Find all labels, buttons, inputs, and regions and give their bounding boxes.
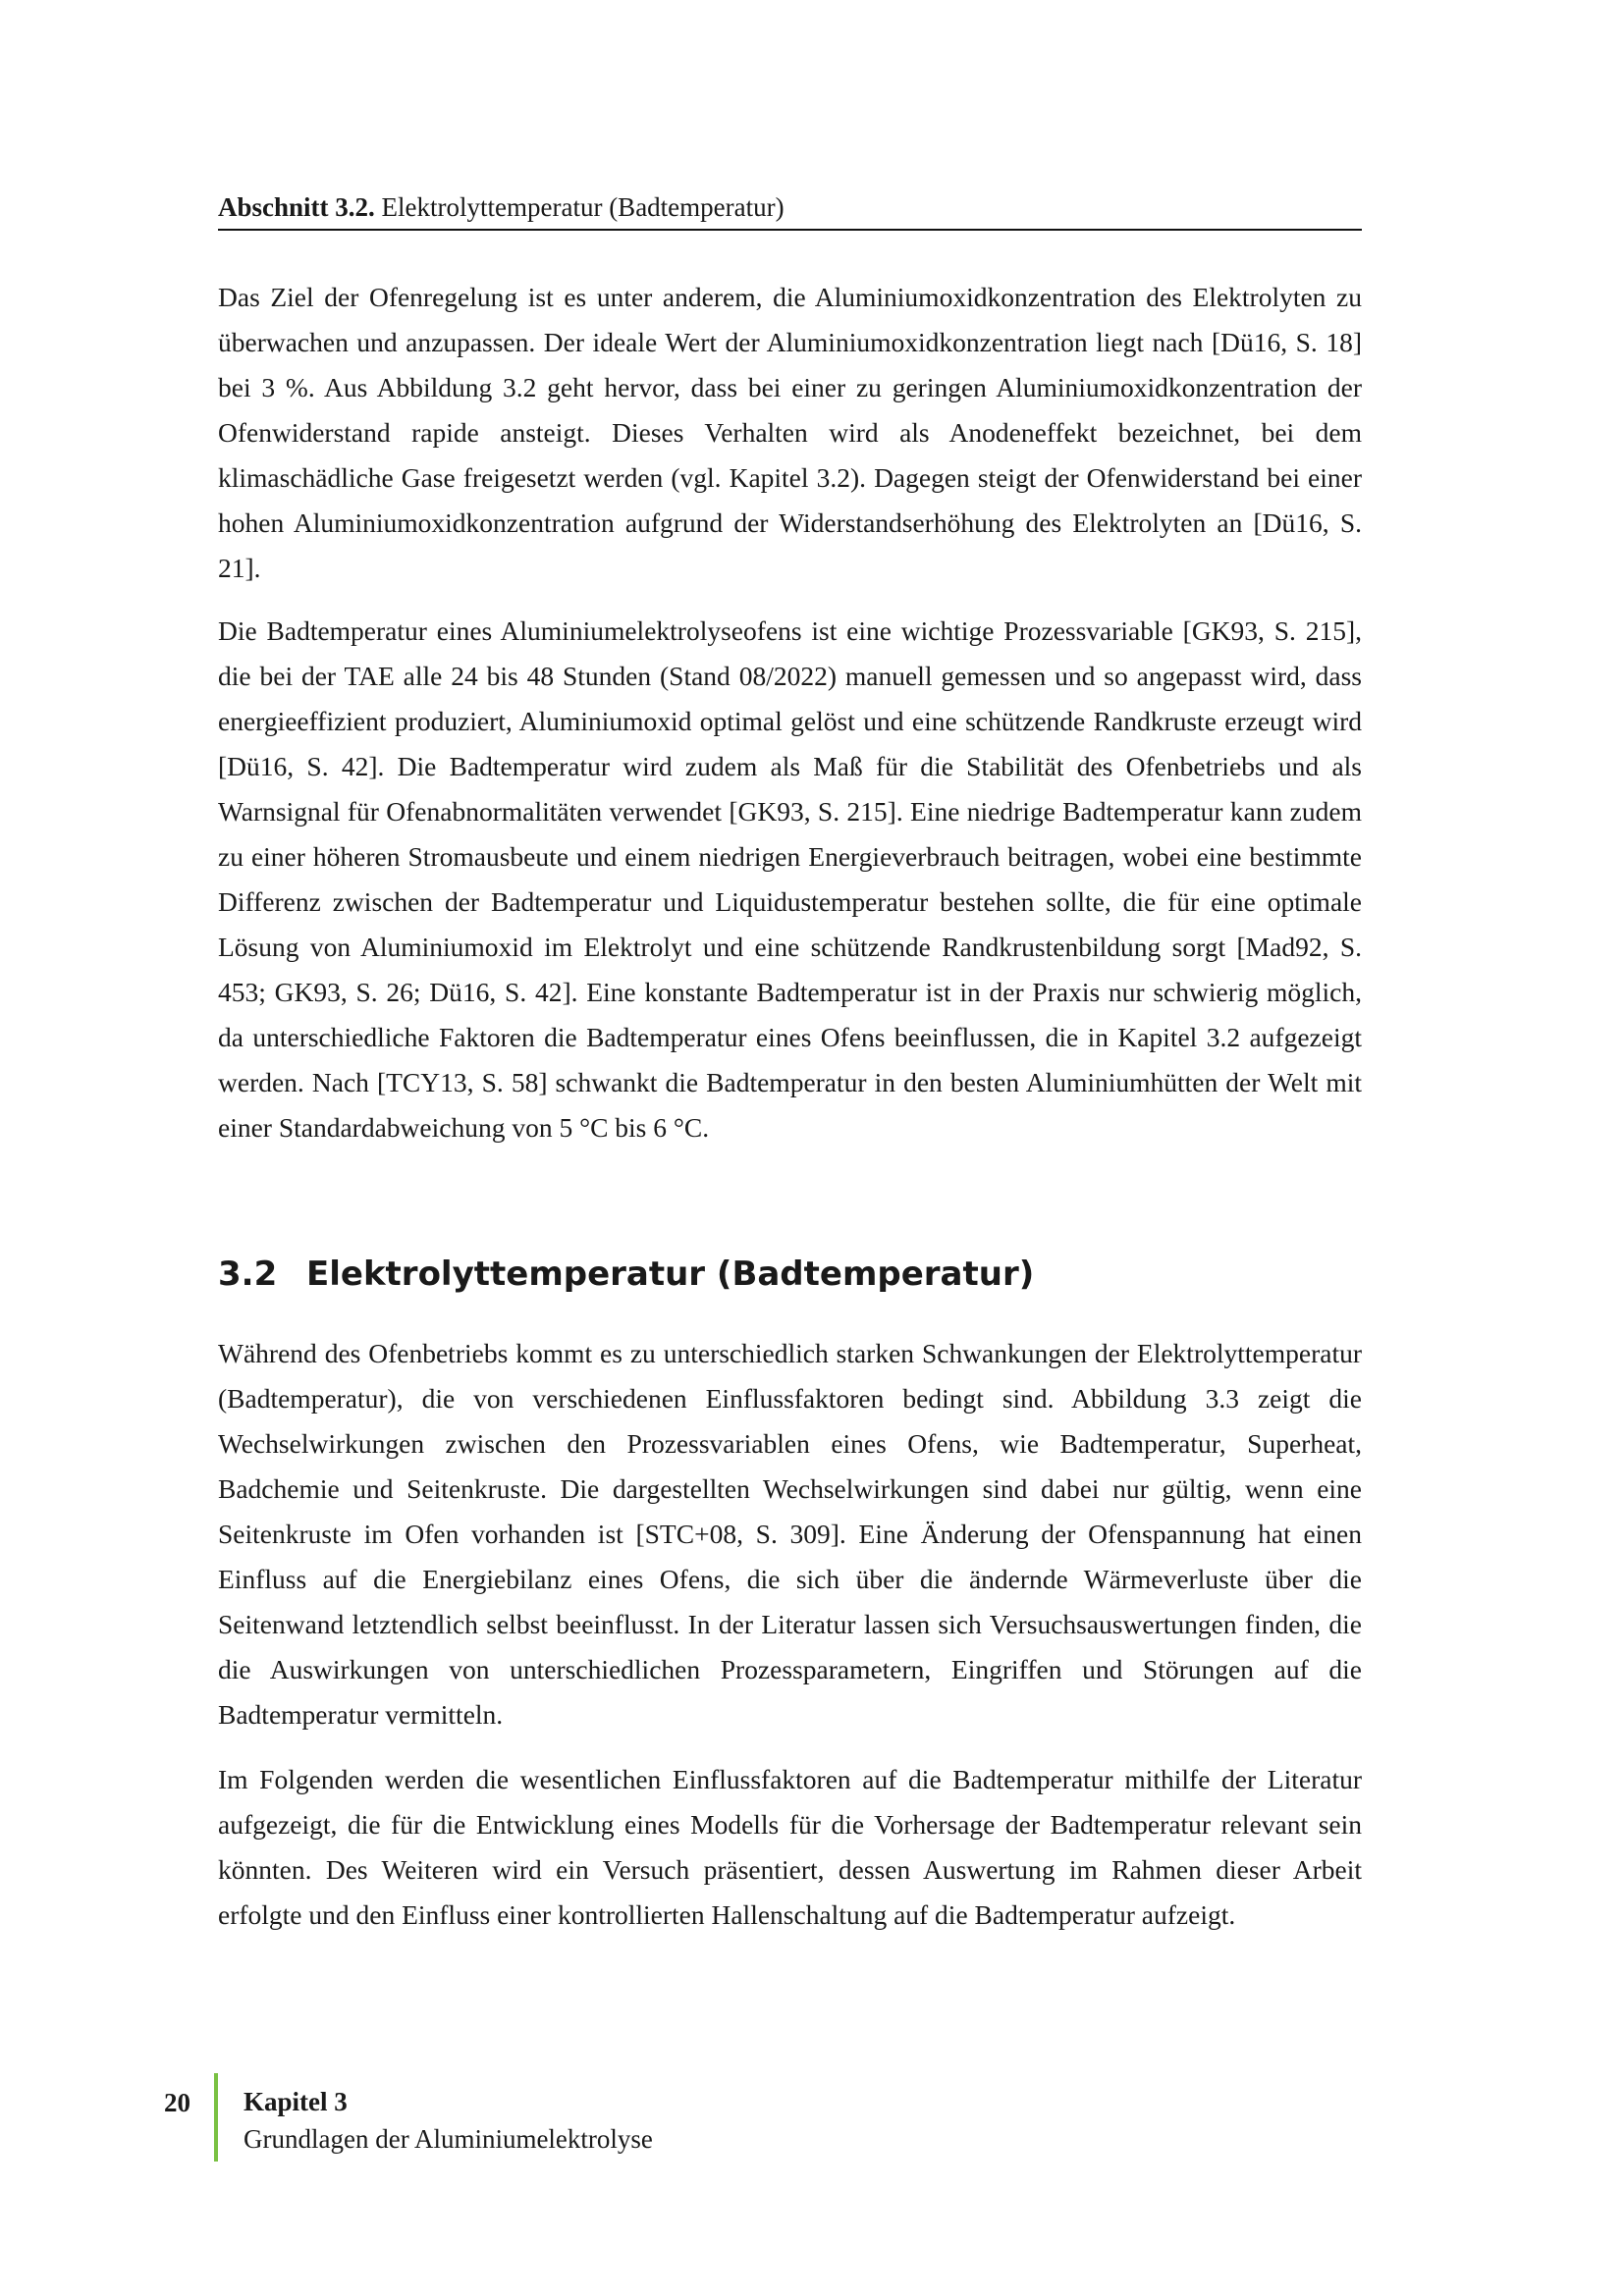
body-paragraph: Während des Ofenbetriebs kommt es zu unterschiedlich starken Schwankungen der Elektrolyttemperatur (Badtemperatur), die von verschiedenen Einflussfaktoren bedingt sind. Abbildung 3.3 zeigt die Wechselwirkungen zwischen den Prozessvariablen eines Ofens, wie Badtemperatur, Superheat, Badchemie und Seitenkruste. Die dargestellten Wechselwirkungen sind dabei nur gültig, wenn eine Seitenkruste im Ofen vorhanden ist [STC+08, S. 309]. Eine Änderung der Ofenspannung hat einen Einfluss auf die Energiebilanz eines Ofens, die sich über die ändernde Wärmeverluste über die Seitenwand letztendlich selbst beeinflusst. In der Literatur lassen sich Versuchsauswertungen finden, die die Auswirkungen von unterschiedlichen Prozessparametern, Eingriffen und Störungen auf die Badtemperatur vermitteln. xyxy=(218,1338,1362,1730)
page-number: 20 xyxy=(164,2088,190,2117)
footer-accent-bar xyxy=(214,2073,218,2162)
footer-chapter-title: Grundlagen der Aluminiumelektrolyse xyxy=(244,2124,653,2154)
running-header-section-label: Abschnitt 3.2. xyxy=(218,192,375,222)
section-title: Elektrolyttemperatur (Badtemperatur) xyxy=(306,1255,1035,1294)
body-paragraph: Im Folgenden werden die wesentlichen Einflussfaktoren auf die Badtemperatur mithilfe der Literatur aufgezeigt, die für die Entwicklung eines Modells für die Vorhersage der Badtemperatur relevant sein könnten. Des Weiteren wird ein Versuch präsentiert, dessen Auswertung im Rahmen dieser Arbeit erfolgte und den Einfluss einer kontrollierten Hallenschaltung auf die Badtemperatur aufzeigt. xyxy=(218,1764,1362,1930)
running-header xyxy=(218,189,1362,231)
section-heading xyxy=(218,1251,1034,1298)
footer-chapter-label: Kapitel 3 xyxy=(244,2087,348,2116)
body-paragraph: Das Ziel der Ofenregelung ist es unter anderem, die Aluminiumoxidkonzentration des Elektrolyten zu überwachen und anzupassen. Der ideale Wert der Aluminiumoxidkonzentration liegt nach [Dü16, S. 18] bei 3 %. Aus Abbildung 3.2 geht hervor, dass bei einer zu geringen Aluminiumoxidkonzentration der Ofenwiderstand rapide ansteigt. Dieses Verhalten wird als Anodeneffekt bezeichnet, bei dem klimaschädliche Gase freigesetzt werden (vgl. Kapitel 3.2). Dagegen steigt der Ofenwiderstand bei einer hohen Aluminiumoxidkonzentration aufgrund der Widerstandserhöhung des Elektrolyten an [Dü16, S. 21]. xyxy=(218,282,1362,583)
body-paragraph: Die Badtemperatur eines Aluminiumelektrolyseofens ist eine wichtige Prozessvariable [GK93, S. 215], die bei der TAE alle 24 bis 48 Stunden (Stand 08/2022) manuell gemessen und so angepasst wird, dass energieeffizient produziert, Aluminiumoxid optimal gelöst und eine schützende Randkruste erzeugt wird [Dü16, S. 42]. Die Badtemperatur wird zudem als Maß für die Stabilität des Ofenbetriebs und als Warnsignal für Ofenabnormalitäten verwendet [GK93, S. 215]. Eine niedrige Badtemperatur kann zudem zu einer höheren Stromausbeute und einem niedrigen Energieverbrauch beitragen, wobei eine bestimmte Differenz zwischen der Badtemperatur und Liquidustemperatur bestehen sollte, die für eine optimale Lösung von Aluminiumoxid im Elektrolyt und eine schützende Randkrustenbildung sorgt [Mad92, S. 453; GK93, S. 26; Dü16, S. 42]. Eine konstante Badtemperatur ist in der Praxis nur schwierig möglich, da unterschiedliche Faktoren die Badtemperatur eines Ofens beeinflussen, die in Kapitel 3.2 aufgezeigt werden. Nach [TCY13, S. 58] schwankt die Badtemperatur in den besten Aluminiumhütten der Welt mit einer Standardabweichung von 5 °C bis 6 °C. xyxy=(218,615,1362,1143)
running-header-section-title: Elektrolyttemperatur (Badtemperatur) xyxy=(381,192,785,222)
footer-chapter xyxy=(244,2083,653,2158)
section-number: 3.2 xyxy=(218,1255,278,1294)
